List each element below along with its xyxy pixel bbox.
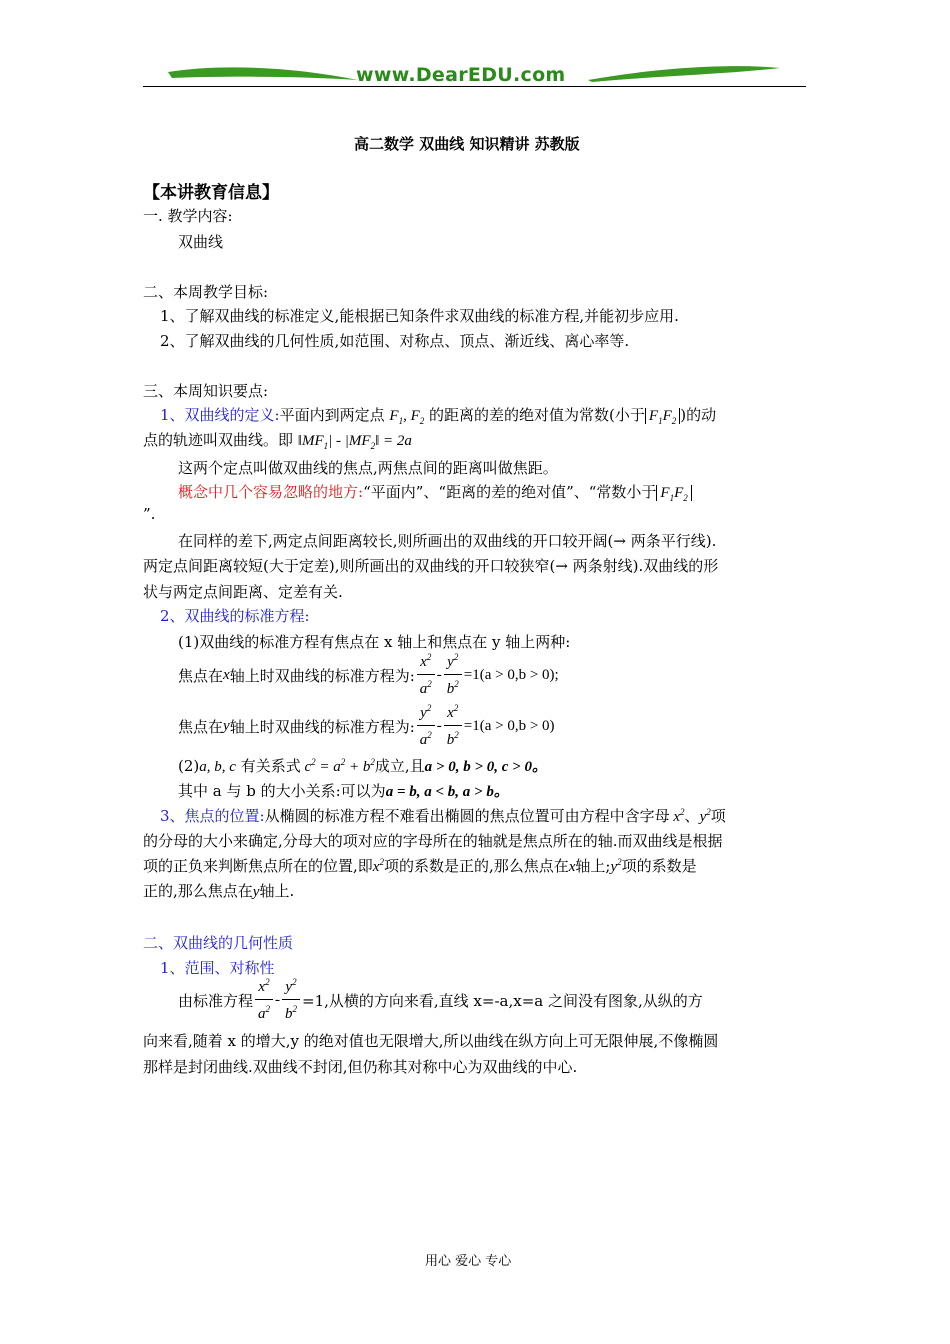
y-axis-equation: 焦点在 y 轴上时双曲线的标准方程为: $\frac{y^2}{a^2}$ - $\frac{x^2}{b^2}$ =1(a > 0,b > 0) bbox=[178, 703, 555, 748]
focus-text: 正的,那么焦点在 bbox=[143, 882, 253, 900]
content-label: 一. 教学内容: bbox=[143, 207, 233, 225]
foci-text: 这两个定点叫做双曲线的焦点,两焦点间的距离叫做焦距。 bbox=[178, 459, 558, 477]
x-axis-equation: 焦点在 x 轴上时双曲线的标准方程为: $\frac{x^2}{a^2}$ - $\frac{y^2}{b^2}$ =1(a > 0,b > 0); bbox=[178, 652, 559, 697]
page-footer: 用心 爱心 专心 bbox=[425, 1254, 512, 1269]
caution-end: ”. bbox=[143, 505, 156, 523]
relation-text: 其中 a 与 b 的大小关系:可以为 bbox=[178, 782, 386, 800]
logo-text: www.DearEDU.com bbox=[356, 64, 566, 86]
focus-line: 项的正负来判断焦点所在的位置,即$x^2$项的系数是正的,那么焦点在x轴上$;y^2$项的系数是 bbox=[143, 857, 697, 875]
equation-label: 焦点在 bbox=[178, 717, 224, 736]
section-heading: 【本讲教育信息】 bbox=[143, 183, 279, 203]
focal-distance-symbol: $F_1F_2$ bbox=[645, 408, 680, 424]
relation-line: (2)a, b, c 有关系式 $c^2 = a^2 + b^2$成立,且a > 0, b > 0, c > 0。 bbox=[178, 757, 547, 775]
page-title: 高二数学 双曲线 知识精讲 苏教版 bbox=[354, 135, 580, 153]
paragraph-line: 状与两定点间距离、定差有关. bbox=[143, 583, 343, 601]
fraction: $\frac{x^2}{b^2}$ bbox=[444, 704, 462, 748]
fraction: $\frac{x^2}{a^2}$ bbox=[417, 653, 435, 697]
equation-condition: =1(a > 0,b > 0) bbox=[463, 717, 555, 734]
standard-equation-intro: (1)双曲线的标准方程有焦点在 x 轴上和焦点在 y 轴上两种: bbox=[178, 633, 571, 651]
definition-text: 点的轨迹叫双曲线。即 bbox=[143, 431, 294, 449]
focus-text: 项的正负来判断焦点所在的位置,即 bbox=[143, 857, 373, 875]
geometry-subtitle: 1、范围、对称性 bbox=[160, 959, 275, 977]
points-label: 三、本周知识要点: bbox=[143, 382, 269, 400]
relation-text: (2) bbox=[178, 757, 200, 775]
definition-equation: $‖MF_1|$ - $|MF_2‖$ bbox=[297, 433, 384, 451]
relation-text: 成立,且 bbox=[374, 757, 425, 775]
geometry-line: 那样是封闭曲线.双曲线不封闭,但仍称其对称中心为双曲线的中心. bbox=[143, 1058, 578, 1076]
equation-condition: =1(a > 0,b > 0); bbox=[463, 666, 559, 683]
ab-relation-line bbox=[178, 780, 509, 801]
focus-text: 项的系数是正的,那么焦点在 bbox=[383, 857, 569, 875]
focus-text: 轴上; bbox=[575, 857, 611, 875]
geometry-text: =1,从横的方向来看,直线 x=-a,x=a 之间没有图象,从纵的方 bbox=[302, 991, 703, 1010]
content-value: 双曲线 bbox=[178, 233, 224, 251]
definition-text: )的动 bbox=[680, 406, 717, 424]
equation-label: 轴上时双曲线的标准方程为: bbox=[229, 666, 415, 685]
caution-line bbox=[178, 481, 692, 503]
equation-label: 焦点在 bbox=[178, 666, 224, 685]
focus-text: 项 bbox=[710, 807, 726, 825]
focus-title: 3、焦点的位置: bbox=[160, 807, 265, 825]
geometry-text: 由标准方程 bbox=[178, 991, 254, 1010]
geometry-line: 由标准方程 $\frac{x^2}{a^2}$ - $\frac{y^2}{b^2}$ =1,从横的方向来看,直线 x=-a,x=a 之间没有图象,从纵的方 bbox=[178, 977, 703, 1022]
fraction: $\frac{y^2}{b^2}$ bbox=[282, 978, 300, 1022]
definition-title: 1、双曲线的定义: bbox=[160, 406, 280, 424]
caution-text: “平面内”、“距离的差的绝对值”、“常数小于 bbox=[363, 483, 657, 501]
focus-line: 的分母的大小来确定,分母大的项对应的字母所在的轴就是焦点所在的轴.而双曲线是根据 bbox=[143, 832, 723, 850]
caution-label: 概念中几个容易忽略的地方: bbox=[178, 483, 364, 501]
focus-line: 3、焦点的位置:从椭圆的标准方程不难看出椭圆的焦点位置可由方程中含字母 $x^2$、$y^2$项 bbox=[160, 807, 726, 825]
paragraph-line: 两定点间距离较短(大于定差),则所画出的双曲线的开口较狭窄(→ 两条射线).双曲线的形 bbox=[143, 557, 719, 575]
paragraph-line: 在同样的差下,两定点间距离较长,则所画出的双曲线的开口较开阔(→ 两条平行线). bbox=[178, 532, 717, 550]
equation-label: 轴上时双曲线的标准方程为: bbox=[229, 717, 415, 736]
focal-distance-symbol: $F_1F_2$ bbox=[656, 485, 691, 501]
fraction: $\frac{x^2}{a^2}$ bbox=[255, 978, 273, 1022]
geometry-label: 二、双曲线的几何性质 bbox=[143, 934, 294, 952]
goal-item: 1、了解双曲线的标准定义,能根据已知条件求双曲线的标准方程,并能初步应用. bbox=[160, 307, 679, 325]
definition-equation-rhs: = 2a bbox=[383, 433, 412, 449]
relation-condition: a = b, a < b, a > b。 bbox=[385, 784, 509, 800]
relation-condition: a > 0, b > 0, c > 0。 bbox=[424, 759, 547, 775]
focus-text: 从椭圆的标准方程不难看出椭圆的焦点位置可由方程中含字母 bbox=[264, 807, 670, 825]
definition-line bbox=[160, 404, 716, 426]
fraction: $\frac{y^2}{a^2}$ bbox=[417, 704, 435, 748]
definition-line bbox=[143, 429, 412, 451]
focus-line: 正的,那么焦点在y轴上. bbox=[143, 882, 295, 900]
foci-symbols: $F_1$, $F_2$ bbox=[389, 408, 425, 426]
goal-item: 2、了解双曲线的几何性质,如范围、对称点、顶点、渐近线、离心率等. bbox=[160, 332, 630, 350]
focus-text: 项的系数是 bbox=[621, 857, 697, 875]
goals-label: 二、本周教学目标: bbox=[143, 283, 269, 301]
fraction: $\frac{y^2}{b^2}$ bbox=[444, 653, 462, 697]
definition-text: 的距离的差的绝对值为常数(小于 bbox=[429, 406, 645, 424]
focus-text: 轴上. bbox=[259, 882, 295, 900]
standard-equation-title: 2、双曲线的标准方程: bbox=[160, 607, 310, 625]
definition-text: 平面内到两定点 bbox=[279, 406, 385, 424]
geometry-line: 向来看,随着 x 的增大,y 的绝对值也无限增大,所以曲线在纵方向上可无限伸展,不像椭圆 bbox=[143, 1032, 719, 1050]
header-divider bbox=[143, 86, 806, 87]
relation-text: 有关系式 bbox=[240, 757, 301, 775]
